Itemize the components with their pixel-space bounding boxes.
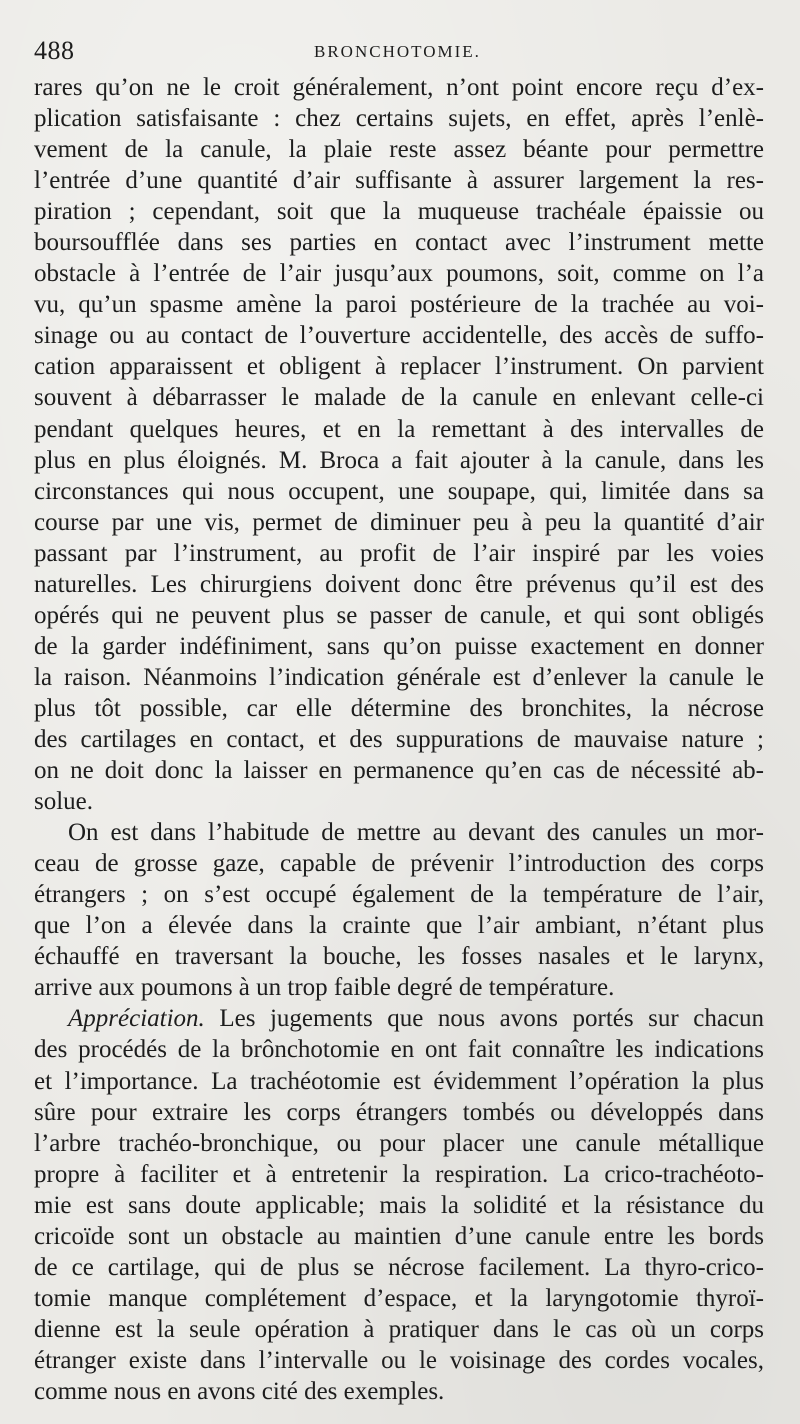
text-line: pendant quelques heures, et en la remettant à des intervalles de (34, 415, 764, 443)
text-line-rest: Les jugements que nous avons portés sur chacun (219, 1005, 765, 1033)
text-line: sinage ou au contact de l’ouverture accidentelle, des accès de suffo- (34, 322, 764, 350)
text-line-paragraph-end: comme nous en avons cité des exemples. (34, 1377, 445, 1405)
text-line: étranger existe dans l’intervalle ou le voisinage des cordes vocales, (34, 1346, 764, 1374)
text-line: opérés qui ne peuvent plus se passer de canule, et qui sont obligés (34, 601, 764, 629)
text-line: piration ; cependant, soit que la muqueuse trachéale épaissie ou (34, 198, 764, 226)
text-line-paragraph-end: arrive aux poumons à un trop faible degré de température. (34, 974, 615, 1002)
text-line: de la garder indéfiniment, sans qu’on puisse exactement en donner (34, 632, 764, 660)
text-line: naturelles. Les chirurgiens doivent donc être prévenus qu’il est des (34, 570, 764, 598)
text-line: que l’on a élevée dans la crainte que l’air ambiant, n’étant plus (34, 912, 764, 940)
text-line: échauffé en traversant la bouche, les fosses nasales et le larynx, (34, 943, 764, 971)
text-line: rares qu’on ne le croit généralement, n’ont point encore reçu d’ex- (34, 74, 764, 101)
running-head (34, 36, 766, 66)
text-line: cricoïde sont un obstacle au maintien d’une canule entre les bords (34, 1222, 764, 1250)
text-line: plus en plus éloignés. M. Broca a fait ajouter à la canule, dans les (34, 446, 764, 474)
text-line-paragraph-start (34, 1003, 764, 1034)
text-line: mie est sans doute applicable; mais la solidité et la résistance du (34, 1191, 764, 1219)
text-line: plication satisfaisante : chez certains sujets, en effet, après l’enlè- (34, 105, 764, 133)
text-line: souvent à débarrasser le malade de la canule en enlevant celle-ci (34, 384, 764, 412)
running-title: BRONCHOTOMIE. (314, 42, 481, 61)
text-line: tomie manque complétement d’espace, et la laryngotomie thyroï- (34, 1284, 764, 1312)
body-text (34, 72, 764, 1407)
text-line: la raison. Néanmoins l’indication générale est d’enlever la canule le (34, 663, 764, 691)
text-line: des procédés de la brônchotomie en ont fait connaître les indications (34, 1036, 764, 1064)
page-number: 488 (34, 36, 75, 65)
text-line: des cartilages en contact, et des suppurations de mauvaise nature ; (34, 725, 764, 753)
text-line: l’entrée d’une quantité d’air suffisante à assurer largement la res- (34, 167, 764, 195)
text-line: cation apparaissent et obligent à replacer l’instrument. On parvient (34, 353, 764, 381)
text-line-paragraph-end: solue. (34, 788, 94, 816)
text-line: étrangers ; on s’est occupé également de la température de l’air, (34, 881, 764, 909)
text-line: on ne doit donc la laisser en permanence qu’en cas de nécessité ab- (34, 757, 764, 785)
text-line: course par une vis, permet de diminuer peu à peu la quantité d’air (34, 508, 764, 536)
text-line: ceau de grosse gaze, capable de prévenir l’introduction des corps (34, 850, 764, 878)
text-line: dienne est la seule opération à pratiquer dans le cas où un corps (34, 1315, 764, 1343)
text-line: circonstances qui nous occupent, une soupape, qui, limitée dans sa (34, 477, 764, 505)
text-line-paragraph-start: On est dans l’habitude de mettre au devant des canules un mor- (68, 819, 764, 847)
text-line: boursoufflée dans ses parties en contact avec l’instrument mette (34, 229, 764, 257)
section-lead-italic: Appréciation. (68, 1005, 205, 1033)
text-line: obstacle à l’entrée de l’air jusqu’aux poumons, soit, comme on l’a (34, 260, 764, 288)
text-line: vu, qu’un spasme amène la paroi postérieure de la trachée au voi- (34, 291, 764, 319)
text-line: passant par l’instrument, au profit de l’air inspiré par les voies (34, 539, 764, 567)
text-line: propre à faciliter et à entretenir la respiration. La crico-trachéoto- (34, 1160, 764, 1188)
text-line: vement de la canule, la plaie reste assez béante pour permettre (34, 136, 764, 164)
text-line: et l’importance. La trachéotomie est évidemment l’opération la plus (34, 1067, 764, 1095)
text-line: sûre pour extraire les corps étrangers tombés ou développés dans (34, 1098, 764, 1126)
text-line: l’arbre trachéo-bronchique, ou pour placer une canule métallique (34, 1129, 764, 1157)
text-line: de ce cartilage, qui de plus se nécrose facilement. La thyro-crico- (34, 1253, 764, 1281)
text-line: plus tôt possible, car elle détermine des bronchites, la nécrose (34, 694, 764, 722)
